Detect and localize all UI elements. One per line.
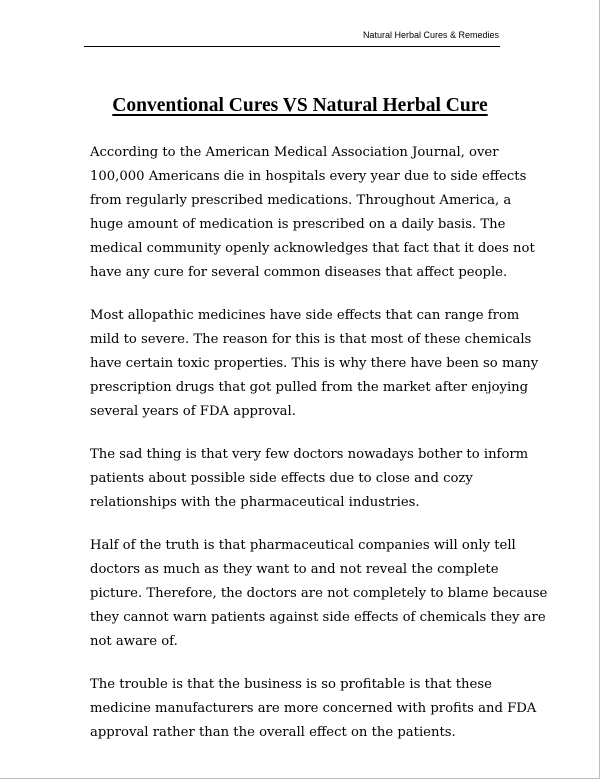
- text-line: The trouble is that the business is so profitable is that these: [90, 677, 492, 692]
- text-line: relationships with the pharmaceutical industries.: [90, 495, 420, 510]
- text-line: not aware of.: [90, 634, 178, 649]
- header-rule: [84, 46, 500, 47]
- paragraph-3: [90, 443, 529, 515]
- text-line: huge amount of medication is prescribed on a daily basis. The: [90, 217, 506, 232]
- text-line: have any cure for several common diseases that affect people.: [90, 265, 508, 280]
- text-line: doctors as much as they want to and not reveal the complete: [90, 562, 499, 577]
- paragraph-5: [90, 673, 537, 745]
- text-line: Half of the truth is that pharmaceutical companies will only tell: [90, 538, 516, 553]
- running-header: Natural Herbal Cures & Remedies: [362, 30, 499, 40]
- text-line: According to the American Medical Association Journal, over: [90, 145, 499, 160]
- text-line: prescription drugs that got pulled from the market after enjoying: [90, 380, 529, 395]
- text-line: patients about possible side effects due to close and cozy: [90, 471, 473, 486]
- text-line: 100,000 Americans die in hospitals every year due to side effects: [90, 169, 527, 184]
- text-line: mild to severe. The reason for this is that most of these chemicals: [90, 332, 532, 347]
- text-line: The sad thing is that very few doctors nowadays bother to inform: [90, 447, 529, 462]
- paragraph-2: [90, 304, 539, 424]
- paragraph-1: [90, 141, 535, 285]
- text-line: have certain toxic properties. This is why there have been so many: [90, 356, 539, 371]
- text-line: medical community openly acknowledges that fact that it does not: [90, 241, 535, 256]
- body-text: [90, 141, 548, 764]
- text-line: approval rather than the overall effect on the patients.: [90, 725, 456, 740]
- text-line: they cannot warn patients against side effects of chemicals they are: [90, 610, 546, 625]
- text-line: several years of FDA approval.: [90, 404, 296, 419]
- text-line: from regularly prescribed medications. Throughout America, a: [90, 193, 512, 208]
- text-line: picture. Therefore, the doctors are not completely to blame because: [90, 586, 548, 601]
- text-line: Most allopathic medicines have side effects that can range from: [90, 308, 520, 323]
- page-title: Conventional Cures VS Natural Herbal Cure: [112, 95, 488, 116]
- text-line: medicine manufacturers are more concerned with profits and FDA: [90, 701, 537, 716]
- paragraph-4: [90, 534, 548, 654]
